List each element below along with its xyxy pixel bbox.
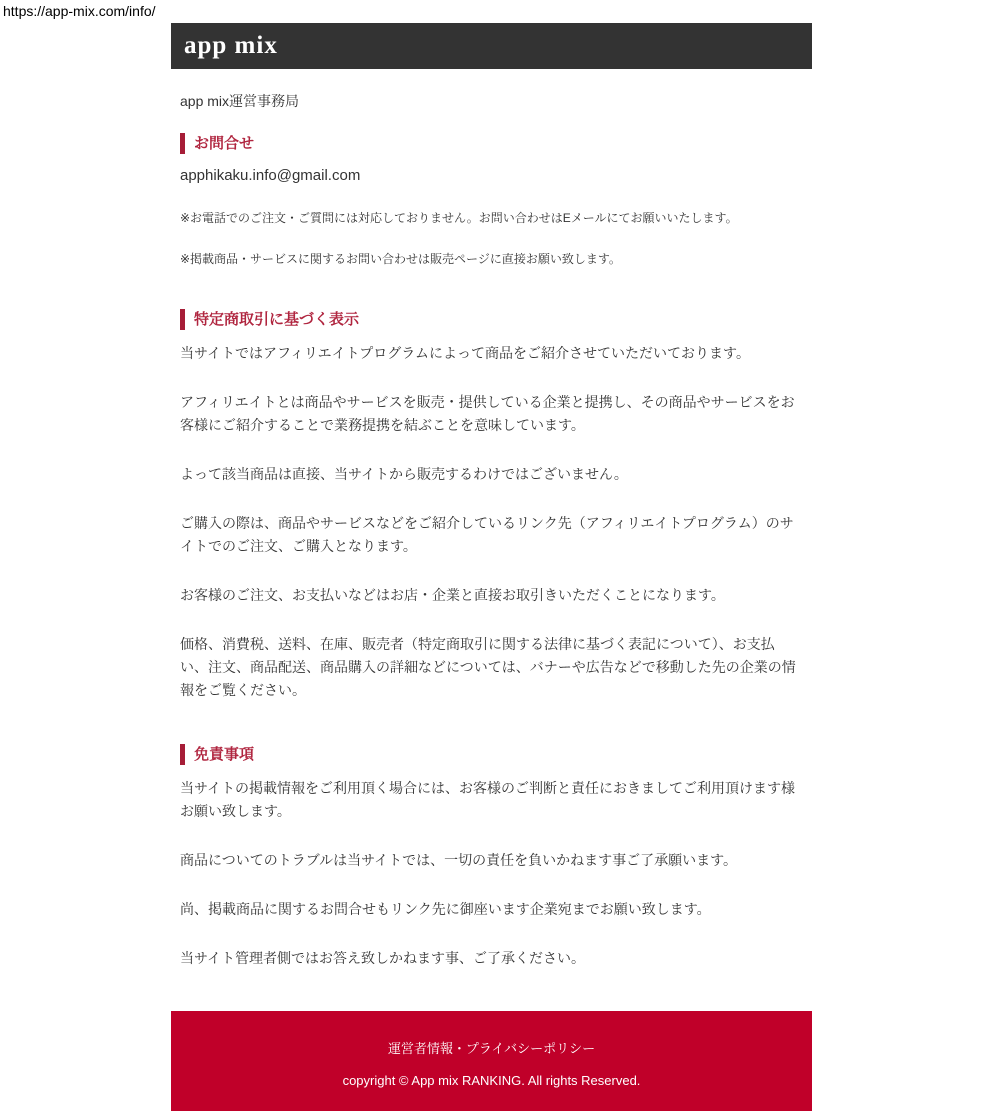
- commercial-paragraph: アフィリエイトとは商品やサービスを販売・提供している企業と提携し、その商品やサービスをお客様にご紹介することで業務提携を結ぶことを意味しています。: [180, 394, 795, 433]
- disclaimer-paragraph: 商品についてのトラブルは当サイトでは、一切の責任を負いかねます事ご了承願います。: [180, 852, 738, 868]
- page-container: [171, 23, 812, 1111]
- disclaimer-paragraph: 当サイトの掲載情報をご利用頂く場合には、お客様のご判断と責任におきましてご利用頂けます様お願い致します。: [180, 780, 796, 819]
- commercial-paragraph: 当サイトではアフィリエイトプログラムによって商品をご紹介させていただいております。: [180, 345, 750, 361]
- privacy-policy-link[interactable]: 運営者情報・プライバシーポリシー: [387, 1041, 596, 1056]
- disclaimer-paragraph: 当サイト管理者側ではお答え致しかねます事、ご了承ください。: [180, 950, 586, 966]
- commercial-paragraph: お客様のご注文、お支払いなどはお店・企業と直接お取引きいただくことになります。: [180, 587, 725, 603]
- site-footer: [171, 1011, 812, 1111]
- site-logo-title[interactable]: app mix: [184, 32, 278, 59]
- contact-email-text: apphikaku.info@gmail.com: [180, 167, 361, 184]
- commercial-paragraph: 価格、消費税、送料、在庫、販売者（特定商取引に関する法律に基づく表記について）、お支払い、注文、商品配送、商品購入の詳細などについては、バナーや広告などで移動した先の企業の情報をご覧ください。: [180, 636, 796, 698]
- page-url-text: https://app-mix.com/info/: [3, 3, 156, 19]
- section-heading-contact: お問合せ: [180, 133, 801, 154]
- commercial-paragraph: よって該当商品は直接、当サイトから販売するわけではございません。: [180, 466, 628, 482]
- section-heading-commercial-law: 特定商取引に基づく表示: [180, 309, 801, 330]
- info-article: [171, 93, 812, 970]
- commercial-paragraph: ご購入の際は、商品やサービスなどをご紹介しているリンク先（アフィリエイトプログラム）のサイトでのご注文、ご購入となります。: [180, 515, 794, 554]
- copyright-text: copyright © App mix RANKING. All rights Reserved.: [342, 1073, 641, 1088]
- disclaimer-paragraph: 尚、掲載商品に関するお問合せもリンク先に御座います企業宛までお願い致します。: [180, 901, 711, 917]
- section-heading-disclaimer: 免責事項: [180, 744, 801, 765]
- operator-name-text: app mix運営事務局: [180, 93, 300, 109]
- contact-note-products: ※掲載商品・サービスに関するお問い合わせは販売ページに直接お願い致します。: [180, 252, 621, 266]
- contact-note-phone: ※お電話でのご注文・ご質問には対応しておりません。お問い合わせはEメールにてお願いいたします。: [180, 211, 738, 225]
- site-header: [171, 23, 812, 69]
